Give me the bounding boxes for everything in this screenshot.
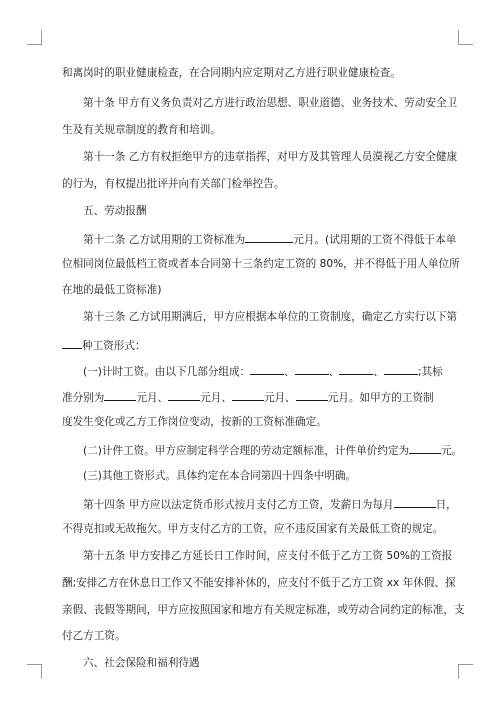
fill-in-blank <box>296 389 328 401</box>
fill-in-blank <box>339 363 373 375</box>
paragraph-line <box>83 363 443 379</box>
crop-mark-bottom-right <box>458 664 473 679</box>
paragraph-line <box>83 96 457 110</box>
fill-in-blank <box>250 363 284 375</box>
fill-in-blank <box>409 442 441 454</box>
text: 位相同岗位最低档工资或者本合同第十三条约定工资的 80%，并不得低于用人单位所 <box>62 258 460 270</box>
text: 元月。(试用期的工资不得低于本单 <box>293 234 457 246</box>
text: 六、社会保险和福利待遇 <box>83 657 200 669</box>
paragraph-line <box>62 389 434 405</box>
paragraph-line <box>62 603 465 617</box>
text: (一)计时工资。由以下几部分组成： <box>83 366 251 378</box>
fill-in-blank <box>104 389 136 401</box>
paragraph-line <box>62 123 221 137</box>
text: 酬;安排乙方在休息日工作又不能安排补休的，应支付不低于乙方工资 xx 年休假、探 <box>62 577 456 589</box>
text: 亲假、丧假等期间，甲方应按照国家和地方有关规定标准，或劳动合同约定的标准，支 <box>62 604 465 616</box>
text: (二)计件工资。甲方应制定科学合理的劳动定额标准，计件单价约定为 <box>83 445 410 457</box>
paragraph-line <box>62 66 401 80</box>
section-heading <box>83 656 200 670</box>
fill-in-blank <box>232 389 264 401</box>
crop-mark-bottom-left <box>27 664 42 679</box>
fill-in-blank <box>62 337 82 349</box>
paragraph-line <box>62 337 146 353</box>
text: 元。 <box>441 445 463 457</box>
paragraph-line <box>83 310 457 324</box>
text: (三)其他工资形式。具体约定在本合同第四十四条中明确。 <box>83 470 357 482</box>
paragraph-line <box>62 257 460 271</box>
fill-in-blank <box>295 363 329 375</box>
paragraph-line <box>83 442 462 458</box>
text: 第十三条 乙方试用期满后，甲方应根据本单位的工资制度，确定乙方实行以下第 <box>83 311 458 323</box>
text: 准分别为 <box>62 392 105 404</box>
crop-mark-top-right <box>458 30 473 45</box>
paragraph-line <box>83 549 452 563</box>
text: 的行为，有权提出批评并向有关部门检举控告。 <box>62 178 285 190</box>
paragraph-line <box>83 150 457 164</box>
text: 、 <box>284 366 295 378</box>
paragraph-line <box>62 415 327 429</box>
paragraph-line <box>83 496 457 512</box>
paragraph-line <box>83 231 456 247</box>
paragraph-line <box>62 283 161 297</box>
text: 、 <box>328 366 340 378</box>
text: 第十一条 乙方有权拒绝甲方的违章指挥，对甲方及其管理人员漠视乙方安全健康 <box>83 151 458 163</box>
text: 度发生变化或乙方工作岗位变动，按新的工资标准确定。 <box>62 416 327 428</box>
fill-in-blank <box>384 363 418 375</box>
paragraph-line <box>62 177 284 191</box>
text: 第十四条 甲方应以法定货币形式按月支付乙方工资，发薪日为每月 <box>83 499 394 511</box>
section-heading <box>83 204 147 218</box>
paragraph-line <box>83 469 356 483</box>
text: 日， <box>435 499 457 511</box>
text: 元月、 <box>263 392 296 404</box>
text: 第十二条 乙方试用期的工资标准为 <box>83 234 246 246</box>
fill-in-blank <box>245 231 293 243</box>
text: 种工资形式： <box>82 340 146 352</box>
text: 元月。如甲方的工资制 <box>327 392 434 404</box>
paragraph-line <box>62 629 126 643</box>
text: 元月、 <box>136 392 169 404</box>
text: 和离岗时的职业健康检查，在合同期内应定期对乙方进行职业健康检查。 <box>62 67 401 79</box>
paragraph-line <box>62 522 443 536</box>
text: 付乙方工资。 <box>62 630 126 642</box>
text: 在地的最低工资标准) <box>62 284 162 296</box>
crop-mark-top-left <box>27 30 42 45</box>
text: 、 <box>373 366 384 378</box>
paragraph-line <box>62 576 456 590</box>
text: 第十五条 甲方安排乙方延长日工作时间，应支付不低于乙方工资 50%的工资报 <box>83 550 453 562</box>
text: 不得克扣或无故拖欠。甲方支付乙方的工资，应不违反国家有关最低工资的规定。 <box>62 523 444 535</box>
text: ;其标 <box>417 366 443 378</box>
text: 五、劳动报酬 <box>83 205 147 217</box>
text: 第十条 甲方有义务负责对乙方进行政治思想、职业道德、业务技术、劳动安全卫 <box>83 97 458 109</box>
text: 元月、 <box>200 392 232 404</box>
text: 生及有关规章制度的教育和培训。 <box>62 124 221 136</box>
fill-in-blank <box>168 389 200 401</box>
fill-in-blank <box>394 496 436 508</box>
